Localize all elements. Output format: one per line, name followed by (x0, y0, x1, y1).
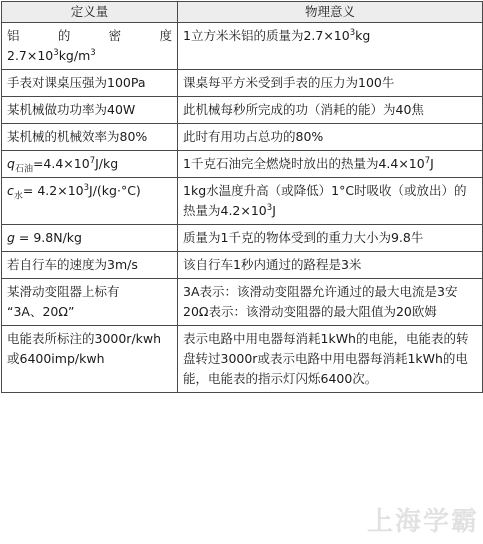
table-row (2, 70, 483, 97)
header-definition: 定义量 (2, 2, 178, 23)
table-row (2, 97, 483, 124)
definition-cell: 手表对课桌压强为100Pa (2, 70, 178, 97)
table-row (2, 252, 483, 279)
meaning-cell: 此机械每秒所完成的功（消耗的能）为40焦 (178, 97, 483, 124)
watermark-logo: 上海学霸 (366, 507, 479, 537)
header-meaning: 物理意义 (178, 2, 483, 23)
definition-cell (2, 23, 178, 70)
definition-cell: 某滑动变阻器上标有 “3A、20Ω” (2, 279, 178, 326)
definition-cell: 某机械的机械效率为80% (2, 124, 178, 151)
gravity-symbol: g (7, 230, 15, 245)
meaning-cell: 1kg水温度升高（或降低）1°C时吸收（或放出）的热量为$4.2\times 10^3J$ (178, 178, 483, 225)
density-def-line2: $2.7\times 10^3kg/m^3$ (7, 47, 96, 63)
heat-value-symbol: q (7, 156, 15, 171)
meaning-cell: 课桌每平方米受到手表的压力为100牛 (178, 70, 483, 97)
density-def-line1: 铝 的 密 度 (7, 28, 172, 43)
meaning-cell: 该自行车1秒内通过的路程是3米 (178, 252, 483, 279)
meaning-cell: 质量为1千克的物体受到的重力大小为9.8牛 (178, 225, 483, 252)
meaning-cell: 1千克石油完全燃烧时放出的热量为$4.4\times 10^7J$ (178, 151, 483, 178)
table-row (2, 124, 483, 151)
definition-cell: $q_{石油}=4.4\times 10^7J/kg$ (2, 151, 178, 178)
meaning-cell: 表示电路中用电器每消耗1kWh的电能，电能表的转盘转过3000r或表示电路中用电器每消耗1kWh的电能，电能表的指示灯闪烁6400次。 (178, 326, 483, 393)
definition-cell: 若自行车的速度为3m/s (2, 252, 178, 279)
table-row (2, 279, 483, 326)
definition-cell: g = 9.8N/kg (2, 225, 178, 252)
table-row (2, 23, 483, 70)
meaning-cell: 3A表示：该滑动变阻器允许通过的最大电流是3安 20Ω表示：该滑动变阻器的最大阻值为20欧姆 (178, 279, 483, 326)
specific-heat-symbol: c (7, 183, 14, 198)
table-row (2, 326, 483, 393)
meaning-cell: 1立方米米铝的质量为$2.7\times 10^3kg$ (178, 23, 483, 70)
meaning-cell: 此时有用功占总功的80% (178, 124, 483, 151)
table-row (2, 178, 483, 225)
table-header-row (2, 2, 483, 23)
definition-cell: 电能表所标注的3000r/kwh 或6400imp/kwh (2, 326, 178, 393)
table-row (2, 225, 483, 252)
definition-cell: 某机械做功功率为40W (2, 97, 178, 124)
definition-cell: $c_水= 4.2\times 10^3J/(kg\cdot^\circ C)$ (2, 178, 178, 225)
table-row (2, 151, 483, 178)
physics-definitions-table (1, 1, 483, 393)
